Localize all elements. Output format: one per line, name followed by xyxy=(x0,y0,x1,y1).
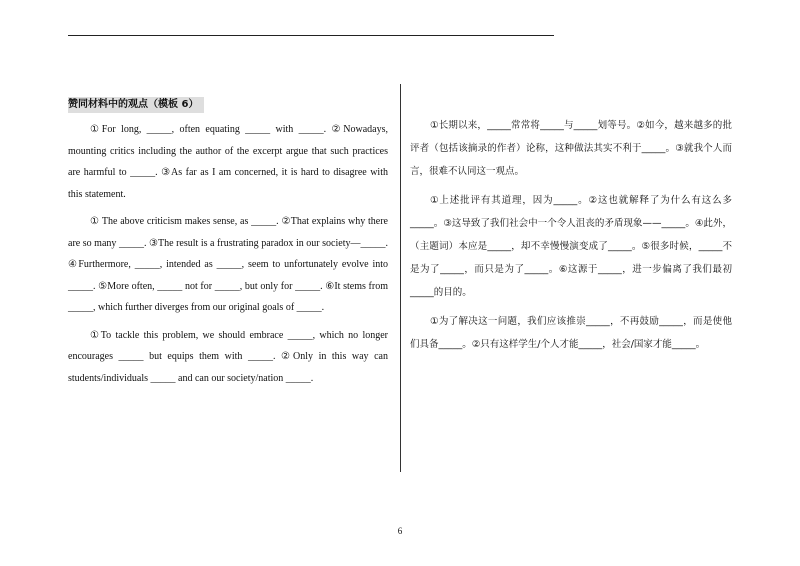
english-paragraph-3: ①To tackle this problem, we should embrace _____, which no longer encourages _____ but equips them with _____. ②Only in this way can students/individuals _____ and can our society/nation _____. xyxy=(68,329,388,384)
top-rule xyxy=(68,35,554,36)
section-heading: 赞同材料中的观点（模板 6） xyxy=(68,97,204,113)
english-column xyxy=(68,94,388,395)
chinese-paragraph-2: ①上述批评有其道理，因为_____。②这也就解释了为什么有这么多_____。③这导致了我们社会中一个令人沮丧的矛盾现象——_____。④此外，（主题词）本应是_____，却不幸慢慢演变成了_____。⑤很多时候，_____不是为了_____，而只是为了_____。⑥这源于_____，进一步偏离了我们最初_____的目的。 xyxy=(410,195,732,298)
column-divider xyxy=(400,84,401,472)
page-number: 6 xyxy=(397,526,403,536)
chinese-paragraph-1: ①长期以来，_____常常将_____与_____划等号。②如今，越来越多的批评者（包括该摘录的作者）论称，这种做法其实不利于_____。③就我个人而言，很难不认同这一观点。 xyxy=(410,120,732,177)
chinese-paragraph-3: ①为了解决这一问题，我们应该推崇_____，不再鼓励_____，而是使他们具备_____。②只有这样学生/个人才能_____，社会/国家才能_____。 xyxy=(410,316,732,350)
chinese-template xyxy=(410,94,732,356)
english-paragraph-2: ① The above criticism makes sense, as _____. ②That explains why there are so many _____. ③The result is a frustrating paradox in our society—_____. ④Furthermore, _____, intended as _____, seem to unfortunately evolve into _____. ⑤More often, _____ not for _____, but only for _____. ⑥It stems from _____, which further diverges from our original goals of _____. xyxy=(68,216,388,313)
english-paragraph-1: ①For long, _____, often equating _____ with _____. ②Nowadays, mounting critics including the author of the excerpt argue that such practices are harmful to _____. ③As far as I am concerned, it is hard to disagree with this statement. xyxy=(68,124,388,200)
chinese-column xyxy=(410,94,732,362)
english-template xyxy=(68,119,388,389)
